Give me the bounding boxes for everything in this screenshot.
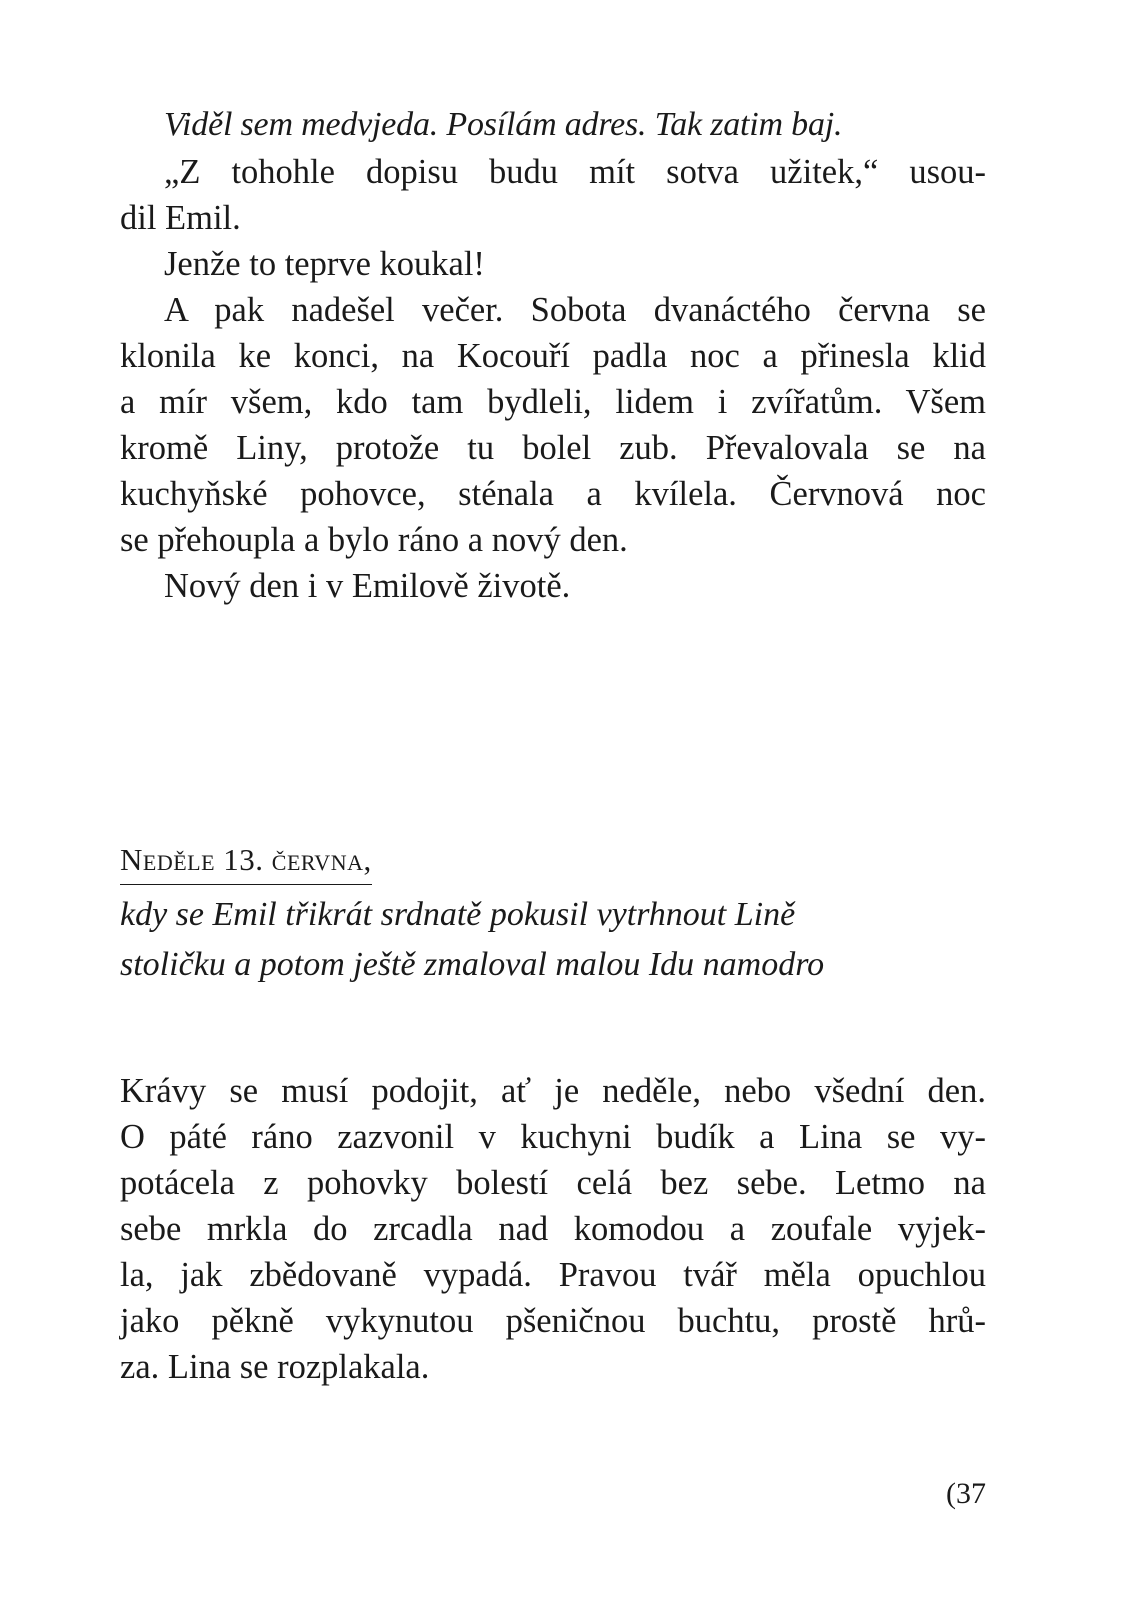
text-line: sebe mrkla do zrcadla nad komodou a zoufale vyjek- <box>120 1210 986 1248</box>
text-line: Nový den i v Emilově životě. <box>164 567 571 605</box>
text-line: la, jak zbědovaně vypadá. Pravou tvář měla opuchlou <box>120 1256 986 1294</box>
chapter-heading: Neděle 13. června, <box>120 838 372 885</box>
text-line: Viděl sem medvjeda. Posílám adres. Tak zatim baj. <box>164 106 843 143</box>
text-line: klonila ke konci, na Kocouří padla noc a přinesla klid <box>120 337 986 375</box>
text-line: O páté ráno zazvonil v kuchyni budík a Lina se vy- <box>120 1118 986 1156</box>
text-line: kromě Liny, protože tu bolel zub. Převalovala se na <box>120 429 986 467</box>
text-line: a mír všem, kdo tam bydleli, lidem i zvířatům. Všem <box>120 383 986 421</box>
text-line: dil Emil. <box>120 199 241 237</box>
text-line: za. Lina se rozplakala. <box>120 1348 430 1386</box>
chapter-subtitle-line: kdy se Emil třikrát srdnatě pokusil vytrhnout Lině <box>120 896 796 933</box>
text-line: se přehoupla a bylo ráno a nový den. <box>120 521 628 559</box>
text-line: „Z tohohle dopisu budu mít sotva užitek,“ usou- <box>164 153 986 191</box>
page-number: (37 <box>946 1477 986 1510</box>
text-line: jako pěkně vykynutou pšeničnou buchtu, prostě hrů- <box>120 1302 986 1340</box>
text-line: Krávy se musí podojit, ať je neděle, nebo všední den. <box>120 1072 986 1110</box>
text-line: potácela z pohovky bolestí celá bez sebe. Letmo na <box>120 1164 986 1202</box>
text-line: Jenže to teprve koukal! <box>164 245 485 283</box>
text-line: kuchyňské pohovce, sténala a kvílela. Červnová noc <box>120 475 986 513</box>
chapter-subtitle-line: stoličku a potom ještě zmaloval malou Idu namodro <box>120 946 825 983</box>
text-line: A pak nadešel večer. Sobota dvanáctého června se <box>164 291 986 329</box>
